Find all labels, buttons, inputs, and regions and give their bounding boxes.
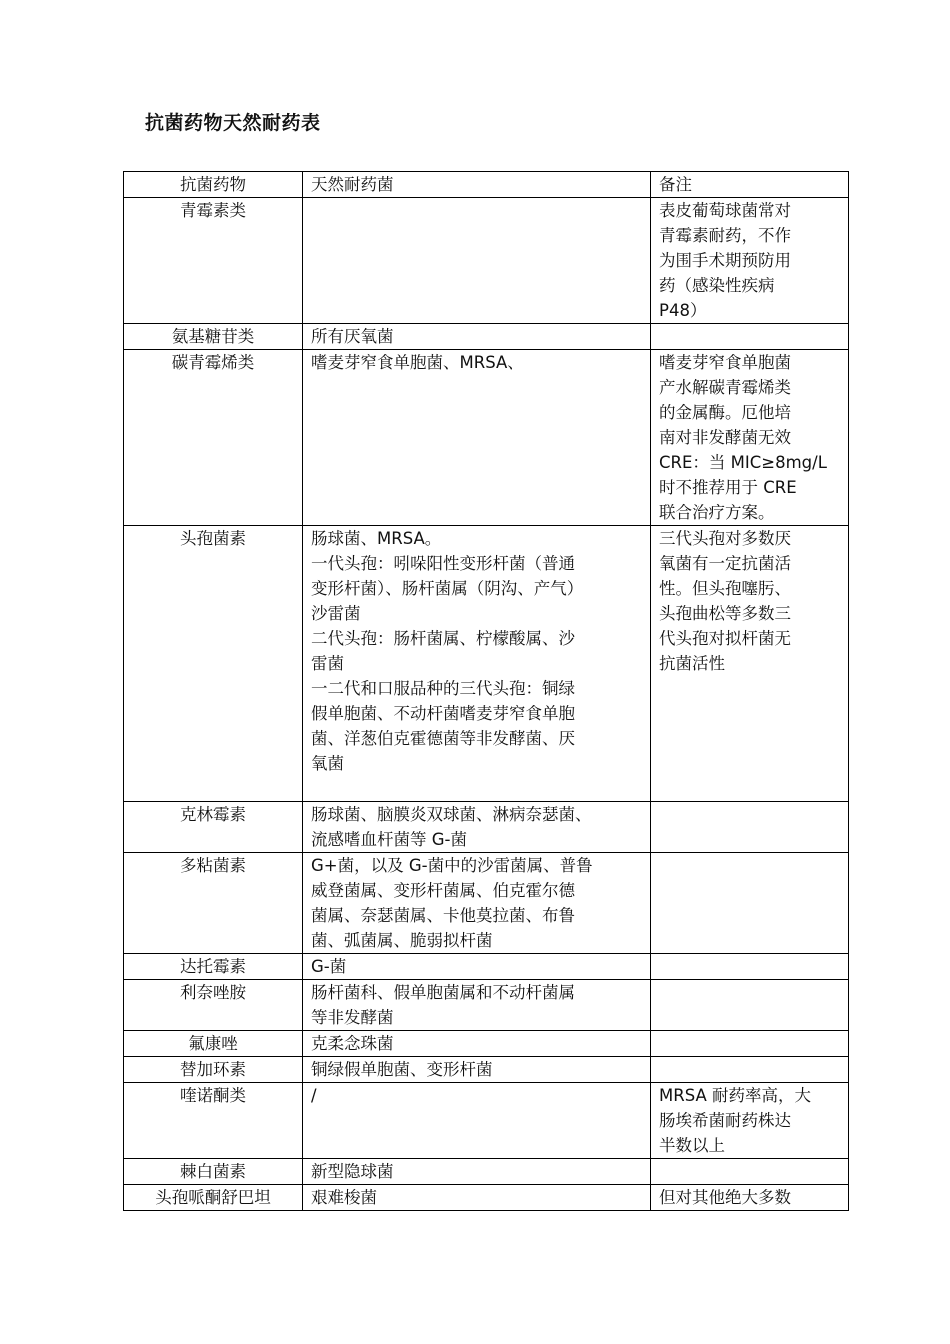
bacteria-line: 铜绿假单胞菌、变形杆菌 bbox=[311, 1060, 493, 1079]
note-line: 但对其他绝大多数 bbox=[659, 1188, 791, 1207]
note-cell bbox=[651, 1159, 849, 1185]
bacteria-cell bbox=[303, 198, 651, 324]
bacteria-cell bbox=[303, 526, 651, 802]
bacteria-cell bbox=[303, 853, 651, 954]
bacteria-cell bbox=[303, 1083, 651, 1159]
bacteria-cell bbox=[303, 802, 651, 853]
note-line: 三代头孢对多数厌 bbox=[659, 529, 791, 548]
drug-cell: 青霉素类 bbox=[124, 198, 303, 324]
note-cell bbox=[651, 1185, 849, 1211]
table-row bbox=[124, 853, 849, 954]
bacteria-line: 一二代和口服品种的三代头孢：铜绿 bbox=[311, 679, 575, 698]
note-line: MRSA 耐药率高，大 bbox=[659, 1086, 812, 1105]
drug-cell: 达托霉素 bbox=[124, 954, 303, 980]
table-body bbox=[124, 172, 849, 1211]
bacteria-line: 艰难梭菌 bbox=[311, 1188, 377, 1207]
bacteria-line: 二代头孢：肠杆菌属、柠檬酸属、沙 bbox=[311, 629, 575, 648]
table-row bbox=[124, 980, 849, 1031]
table-row bbox=[124, 1031, 849, 1057]
note-cell bbox=[651, 1057, 849, 1083]
bacteria-cell bbox=[303, 1057, 651, 1083]
note-cell bbox=[651, 853, 849, 954]
bacteria-line: 氧菌 bbox=[311, 754, 344, 773]
drug-cell: 头孢菌素 bbox=[124, 526, 303, 802]
bacteria-line: G-菌 bbox=[311, 957, 347, 976]
drug-cell: 替加环素 bbox=[124, 1057, 303, 1083]
note-line: 的金属酶。厄他培 bbox=[659, 403, 791, 422]
bacteria-line: 肠球菌、MRSA。 bbox=[311, 529, 442, 548]
note-line: 青霉素耐药，不作 bbox=[659, 226, 791, 245]
note-cell bbox=[651, 198, 849, 324]
bacteria-line: 菌属、奈瑟菌属、卡他莫拉菌、布鲁 bbox=[311, 906, 575, 925]
note-line: 抗菌活性 bbox=[659, 654, 725, 673]
note-line: 头孢曲松等多数三 bbox=[659, 604, 791, 623]
note-cell bbox=[651, 350, 849, 526]
note-line: 性。但头孢噻肟、 bbox=[659, 579, 791, 598]
note-cell bbox=[651, 954, 849, 980]
drug-cell: 克林霉素 bbox=[124, 802, 303, 853]
bacteria-line: / bbox=[311, 1086, 317, 1105]
bacteria-cell bbox=[303, 1031, 651, 1057]
header-bacteria: 天然耐药菌 bbox=[303, 172, 651, 198]
bacteria-line: 所有厌氧菌 bbox=[311, 327, 394, 346]
resistance-table bbox=[123, 171, 849, 1211]
note-line: 肠埃希菌耐药株达 bbox=[659, 1111, 791, 1130]
table-row bbox=[124, 1083, 849, 1159]
note-line: 嗜麦芽窄食单胞菌 bbox=[659, 353, 791, 372]
drug-cell: 头孢哌酮舒巴坦 bbox=[124, 1185, 303, 1211]
note-cell bbox=[651, 1083, 849, 1159]
note-line: CRE：当 MIC≥8mg/L bbox=[659, 453, 827, 472]
bacteria-line: 流感嗜血杆菌等 G-菌 bbox=[311, 830, 467, 849]
bacteria-line: 假单胞菌、不动杆菌嗜麦芽窄食单胞 bbox=[311, 704, 575, 723]
bacteria-line: 等非发酵菌 bbox=[311, 1008, 394, 1027]
note-line: 产水解碳青霉烯类 bbox=[659, 378, 791, 397]
drug-cell: 多粘菌素 bbox=[124, 853, 303, 954]
note-line: 为围手术期预防用 bbox=[659, 251, 791, 270]
drug-cell: 喹诺酮类 bbox=[124, 1083, 303, 1159]
note-line: 氧菌有一定抗菌活 bbox=[659, 554, 791, 573]
bacteria-cell bbox=[303, 954, 651, 980]
bacteria-line: 菌、洋葱伯克霍德菌等非发酵菌、厌 bbox=[311, 729, 575, 748]
table-row bbox=[124, 954, 849, 980]
bacteria-line: 肠杆菌科、假单胞菌属和不动杆菌属 bbox=[311, 983, 575, 1002]
bacteria-line: 一代头孢：吲哚阳性变形杆菌（普通 bbox=[311, 554, 575, 573]
drug-cell: 氨基糖苷类 bbox=[124, 324, 303, 350]
note-cell bbox=[651, 324, 849, 350]
note-cell bbox=[651, 802, 849, 853]
table-row bbox=[124, 324, 849, 350]
table-row bbox=[124, 1159, 849, 1185]
header-note: 备注 bbox=[651, 172, 849, 198]
note-line: 半数以上 bbox=[659, 1136, 725, 1155]
note-line: 药（感染性疾病 bbox=[659, 276, 775, 295]
bacteria-line: 沙雷菌 bbox=[311, 604, 361, 623]
bacteria-line: G+菌，以及 G-菌中的沙雷菌属、普鲁 bbox=[311, 856, 593, 875]
table-row bbox=[124, 1185, 849, 1211]
bacteria-line: 雷菌 bbox=[311, 654, 344, 673]
bacteria-line: 菌、弧菌属、脆弱拟杆菌 bbox=[311, 931, 493, 950]
bacteria-line: 新型隐球菌 bbox=[311, 1162, 394, 1181]
bacteria-cell bbox=[303, 350, 651, 526]
drug-cell: 利奈唑胺 bbox=[124, 980, 303, 1031]
table-row bbox=[124, 802, 849, 853]
bacteria-cell bbox=[303, 1159, 651, 1185]
document-title: 抗菌药物天然耐药表 bbox=[145, 112, 321, 134]
note-line: 时不推荐用于 CRE bbox=[659, 478, 797, 497]
bacteria-line: 嗜麦芽窄食单胞菌、MRSA、 bbox=[311, 353, 524, 372]
table-row bbox=[124, 526, 849, 802]
note-line: P48） bbox=[659, 301, 707, 320]
note-line: 代头孢对拟杆菌无 bbox=[659, 629, 791, 648]
bacteria-line: 威登菌属、变形杆菌属、伯克霍尔德 bbox=[311, 881, 575, 900]
table-row bbox=[124, 350, 849, 526]
note-cell bbox=[651, 526, 849, 802]
drug-cell: 碳青霉烯类 bbox=[124, 350, 303, 526]
bacteria-line: 克柔念珠菌 bbox=[311, 1034, 394, 1053]
table-header-row bbox=[124, 172, 849, 198]
header-drug: 抗菌药物 bbox=[124, 172, 303, 198]
drug-cell: 氟康唑 bbox=[124, 1031, 303, 1057]
note-line: 表皮葡萄球菌常对 bbox=[659, 201, 791, 220]
bacteria-cell bbox=[303, 324, 651, 350]
table-row bbox=[124, 198, 849, 324]
note-line: 联合治疗方案。 bbox=[659, 503, 775, 522]
bacteria-cell bbox=[303, 980, 651, 1031]
table-row bbox=[124, 1057, 849, 1083]
bacteria-line: 肠球菌、脑膜炎双球菌、淋病奈瑟菌、 bbox=[311, 805, 592, 824]
bacteria-line: 变形杆菌）、肠杆菌属（阴沟、产气） bbox=[311, 579, 584, 598]
drug-cell: 棘白菌素 bbox=[124, 1159, 303, 1185]
note-cell bbox=[651, 1031, 849, 1057]
bacteria-cell bbox=[303, 1185, 651, 1211]
note-cell bbox=[651, 980, 849, 1031]
note-line: 南对非发酵菌无效 bbox=[659, 428, 791, 447]
